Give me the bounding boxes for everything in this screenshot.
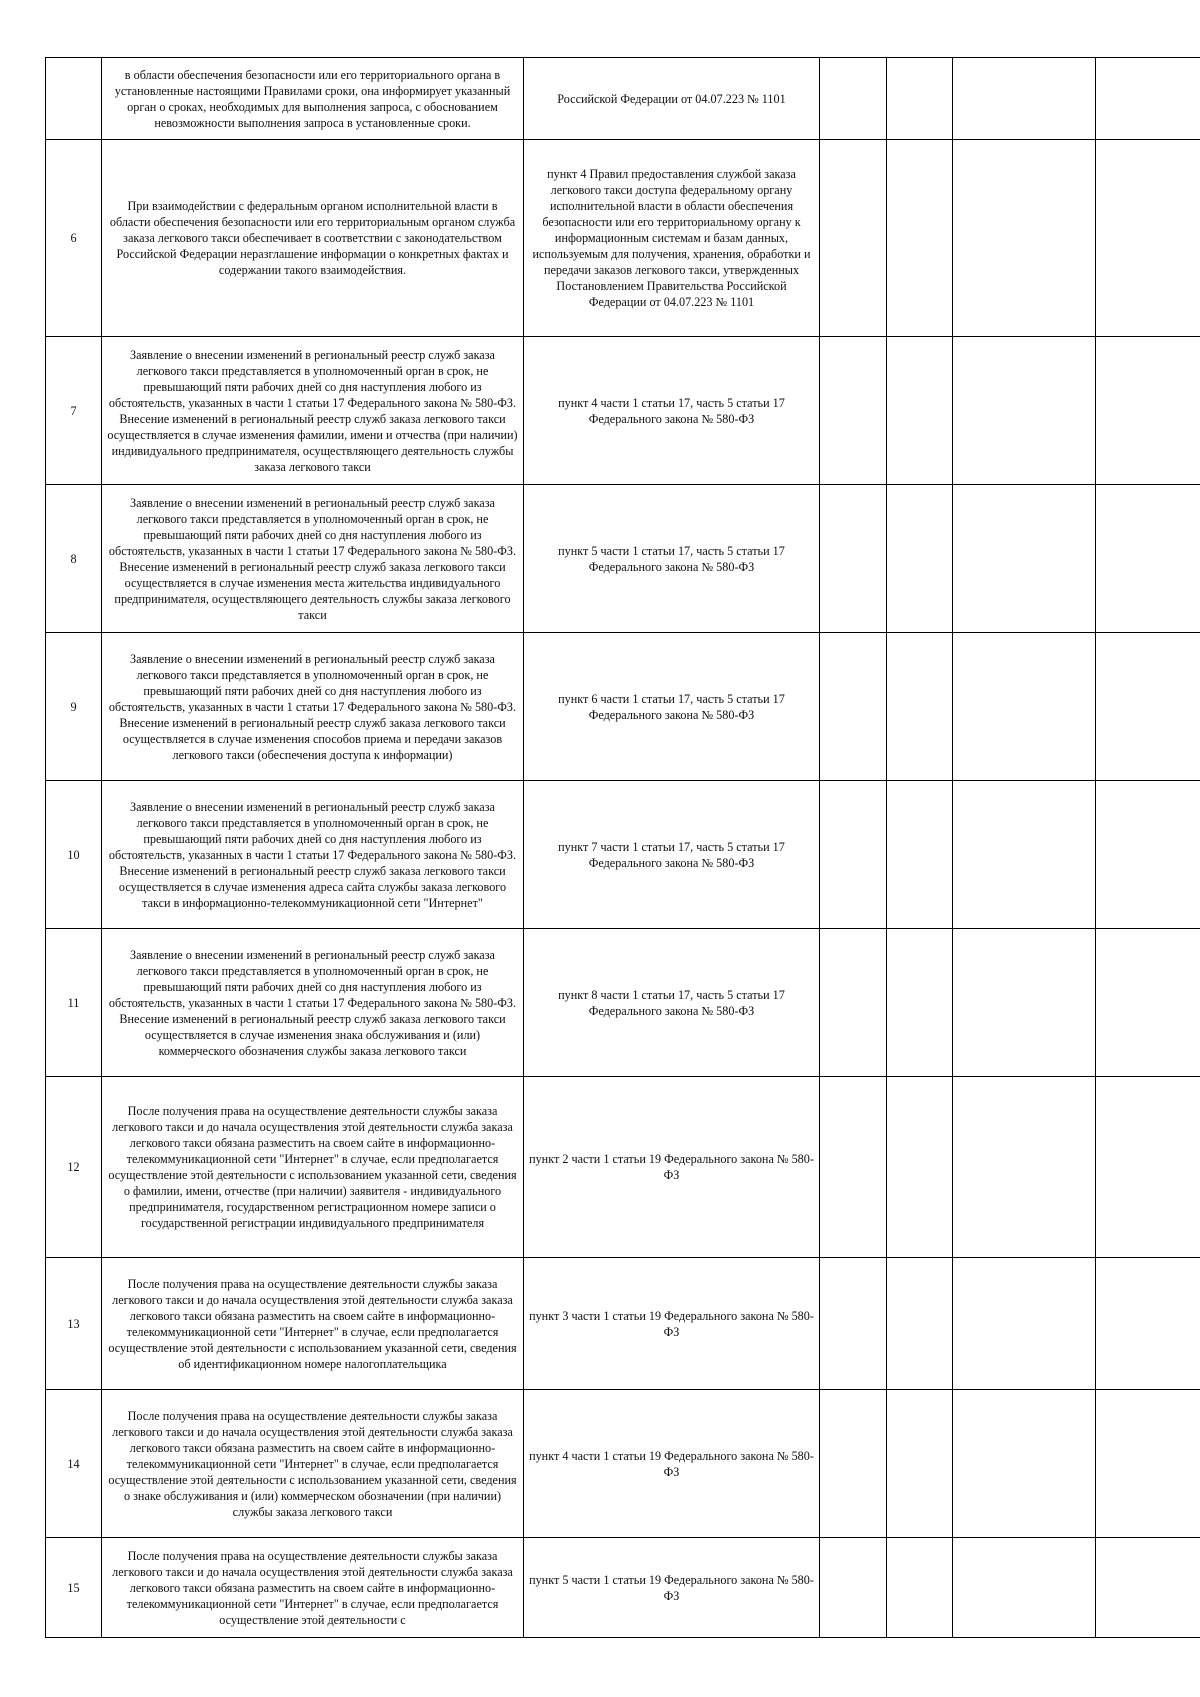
empty-cell <box>1096 337 1200 485</box>
empty-cell <box>820 337 887 485</box>
empty-cell <box>820 929 887 1077</box>
empty-cell <box>820 140 887 337</box>
empty-cell <box>1096 1258 1200 1390</box>
legal-reference: пункт 3 части 1 статьи 19 Федерального закона № 580-ФЗ <box>524 1258 820 1390</box>
empty-cell <box>1096 781 1200 929</box>
empty-cell <box>1096 485 1200 633</box>
empty-cell <box>1096 1538 1200 1638</box>
legal-reference: Российской Федерации от 04.07.223 № 1101 <box>524 58 820 140</box>
empty-cell <box>820 1390 887 1538</box>
requirement-text: Заявление о внесении изменений в региональный реестр служб заказа легкового такси представляется в уполномоченный орган в срок, не превышающий пяти рабочих дней со дня наступления любого из обстоятельств, указанных в части 1 статьи 17 Федерального закона № 580-ФЗ. Внесение изменений в региональный реестр служб заказа легкового такси осуществляется в случае изменения места жительства индивидуального предпринимателя, осуществляющего деятельность службы заказа легкового такси <box>102 485 524 633</box>
row-number: 10 <box>46 781 102 929</box>
legal-reference: пункт 4 части 1 статьи 19 Федерального закона № 580-ФЗ <box>524 1390 820 1538</box>
requirement-text: После получения права на осуществление деятельности службы заказа легкового такси и до начала осуществления этой деятельности служба заказа легкового такси обязана разместить на своем сайте в информационно-телекоммуникационной сети "Интернет" в случае, если предполагается осуществление этой деятельности с использованием указанной сети, сведения о фамилии, имени, отчестве (при наличии) заявителя - индивидуального предпринимателя, государственном регистрационном номере записи о государственной регистрации индивидуального предпринимателя <box>102 1077 524 1258</box>
row-number: 8 <box>46 485 102 633</box>
empty-cell <box>953 1390 1096 1538</box>
table-row <box>46 337 1200 485</box>
table-row <box>46 1077 1200 1258</box>
row-number: 15 <box>46 1538 102 1638</box>
empty-cell <box>887 781 953 929</box>
row-number: 14 <box>46 1390 102 1538</box>
empty-cell <box>953 633 1096 781</box>
empty-cell <box>953 1077 1096 1258</box>
empty-cell <box>1096 633 1200 781</box>
checklist-table <box>45 57 1200 1638</box>
legal-reference: пункт 4 Правил предоставления службой заказа легкового такси доступа федеральному органу исполнительной власти в области обеспечения безопасности или его территориальному органу к информационным системам и базам данных, используемым для получения, хранения, обработки и передачи заказов легкового такси, утвержденных Постановлением Правительства Российской Федерации от 04.07.223 № 1101 <box>524 140 820 337</box>
row-number: 7 <box>46 337 102 485</box>
empty-cell <box>820 633 887 781</box>
legal-reference: пункт 4 части 1 статьи 17, часть 5 статьи 17 Федерального закона № 580-ФЗ <box>524 337 820 485</box>
empty-cell <box>953 58 1096 140</box>
requirement-text: Заявление о внесении изменений в региональный реестр служб заказа легкового такси представляется в уполномоченный орган в срок, не превышающий пяти рабочих дней со дня наступления любого из обстоятельств, указанных в части 1 статьи 17 Федерального закона № 580-ФЗ. Внесение изменений в региональный реестр служб заказа легкового такси осуществляется в случае изменения фамилии, имени и отчества (при наличии) индивидуального предпринимателя, осуществляющего деятельность службы заказа легкового такси <box>102 337 524 485</box>
empty-cell <box>887 1258 953 1390</box>
row-number: 12 <box>46 1077 102 1258</box>
row-number: 9 <box>46 633 102 781</box>
table-row <box>46 58 1200 140</box>
requirement-text: Заявление о внесении изменений в региональный реестр служб заказа легкового такси представляется в уполномоченный орган в срок, не превышающий пяти рабочих дней со дня наступления любого из обстоятельств, указанных в части 1 статьи 17 Федерального закона № 580-ФЗ. Внесение изменений в региональный реестр служб заказа легкового такси осуществляется в случае изменения способов приема и передачи заказов легкового такси (обеспечения доступа к информации) <box>102 633 524 781</box>
requirement-text: После получения права на осуществление деятельности службы заказа легкового такси и до начала осуществления этой деятельности служба заказа легкового такси обязана разместить на своем сайте в информационно-телекоммуникационной сети "Интернет" в случае, если предполагается осуществление этой деятельности с использованием указанной сети, сведения об идентификационном номере налогоплательщика <box>102 1258 524 1390</box>
empty-cell <box>953 1538 1096 1638</box>
table-row <box>46 781 1200 929</box>
empty-cell <box>820 1258 887 1390</box>
empty-cell <box>887 1390 953 1538</box>
table-row <box>46 1538 1200 1638</box>
legal-reference: пункт 6 части 1 статьи 17, часть 5 статьи 17 Федерального закона № 580-ФЗ <box>524 633 820 781</box>
empty-cell <box>820 1538 887 1638</box>
empty-cell <box>1096 58 1200 140</box>
empty-cell <box>1096 1390 1200 1538</box>
requirement-text: в области обеспечения безопасности или его территориального органа в установленные настоящими Правилами сроки, она информирует указанный орган о сроках, необходимых для выполнения запроса, с обоснованием невозможности выполнения запроса в установленные сроки. <box>102 58 524 140</box>
empty-cell <box>1096 929 1200 1077</box>
legal-reference: пункт 2 части 1 статьи 19 Федерального закона № 580-ФЗ <box>524 1077 820 1258</box>
row-number: 11 <box>46 929 102 1077</box>
document-page <box>45 57 1165 1638</box>
empty-cell <box>887 929 953 1077</box>
table-row <box>46 1390 1200 1538</box>
legal-reference: пункт 5 части 1 статьи 19 Федерального закона № 580-ФЗ <box>524 1538 820 1638</box>
table-row <box>46 140 1200 337</box>
empty-cell <box>820 485 887 633</box>
requirement-text: Заявление о внесении изменений в региональный реестр служб заказа легкового такси представляется в уполномоченный орган в срок, не превышающий пяти рабочих дней со дня наступления любого из обстоятельств, указанных в части 1 статьи 17 Федерального закона № 580-ФЗ. Внесение изменений в региональный реестр служб заказа легкового такси осуществляется в случае изменения адреса сайта службы заказа легкового такси в информационно-телекоммуникационной сети "Интернет" <box>102 781 524 929</box>
empty-cell <box>887 1077 953 1258</box>
empty-cell <box>1096 140 1200 337</box>
requirement-text: После получения права на осуществление деятельности службы заказа легкового такси и до начала осуществления этой деятельности служба заказа легкового такси обязана разместить на своем сайте в информационно-телекоммуникационной сети "Интернет" в случае, если предполагается осуществление этой деятельности с <box>102 1538 524 1638</box>
empty-cell <box>887 485 953 633</box>
row-number: 13 <box>46 1258 102 1390</box>
empty-cell <box>953 1258 1096 1390</box>
legal-reference: пункт 8 части 1 статьи 17, часть 5 статьи 17 Федерального закона № 580-ФЗ <box>524 929 820 1077</box>
empty-cell <box>953 140 1096 337</box>
row-number: 6 <box>46 140 102 337</box>
empty-cell <box>953 485 1096 633</box>
empty-cell <box>1096 1077 1200 1258</box>
empty-cell <box>953 337 1096 485</box>
table-row <box>46 485 1200 633</box>
empty-cell <box>887 58 953 140</box>
requirement-text: При взаимодействии с федеральным органом исполнительной власти в области обеспечения безопасности или его территориальным органом служба заказа легкового такси обеспечивает в соответствии с законодательством Российской Федерации неразглашение информации о конкретных фактах и содержании такого взаимодействия. <box>102 140 524 337</box>
requirement-text: Заявление о внесении изменений в региональный реестр служб заказа легкового такси представляется в уполномоченный орган в срок, не превышающий пяти рабочих дней со дня наступления любого из обстоятельств, указанных в части 1 статьи 17 Федерального закона № 580-ФЗ. Внесение изменений в региональный реестр служб заказа легкового такси осуществляется в случае изменения знака обслуживания и (или) коммерческого обозначения службы заказа легкового такси <box>102 929 524 1077</box>
empty-cell <box>820 58 887 140</box>
empty-cell <box>887 140 953 337</box>
row-number <box>46 58 102 140</box>
legal-reference: пункт 5 части 1 статьи 17, часть 5 статьи 17 Федерального закона № 580-ФЗ <box>524 485 820 633</box>
empty-cell <box>820 1077 887 1258</box>
table-row <box>46 633 1200 781</box>
empty-cell <box>953 929 1096 1077</box>
empty-cell <box>820 781 887 929</box>
empty-cell <box>953 781 1096 929</box>
empty-cell <box>887 1538 953 1638</box>
legal-reference: пункт 7 части 1 статьи 17, часть 5 статьи 17 Федерального закона № 580-ФЗ <box>524 781 820 929</box>
empty-cell <box>887 337 953 485</box>
table-row <box>46 929 1200 1077</box>
table-row <box>46 1258 1200 1390</box>
requirement-text: После получения права на осуществление деятельности службы заказа легкового такси и до начала осуществления этой деятельности служба заказа легкового такси обязана разместить на своем сайте в информационно-телекоммуникационной сети "Интернет" в случае, если предполагается осуществление этой деятельности с использованием указанной сети, сведения о знаке обслуживания и (или) коммерческом обозначении (при наличии) службы заказа легкового такси <box>102 1390 524 1538</box>
empty-cell <box>887 633 953 781</box>
